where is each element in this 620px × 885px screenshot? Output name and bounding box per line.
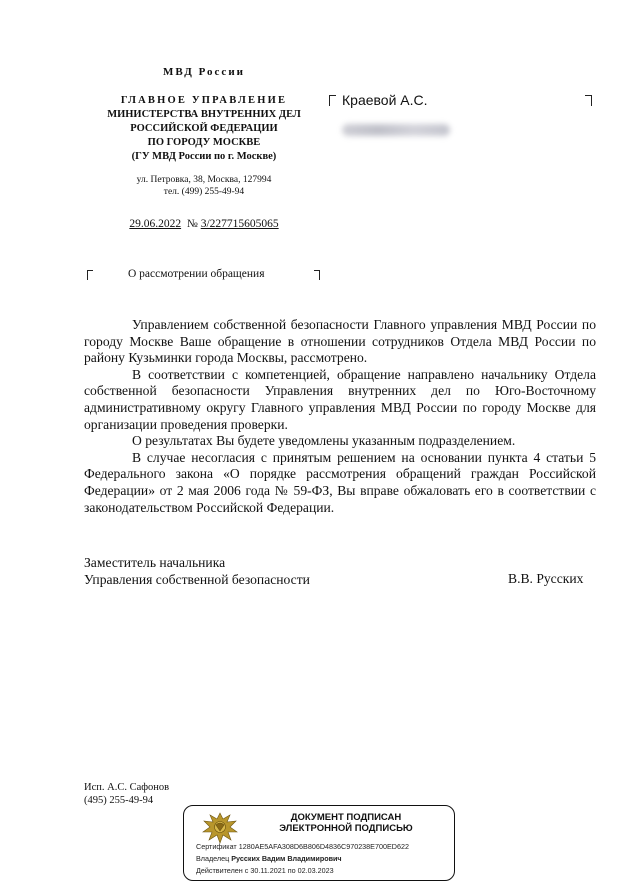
- body-paragraph-2: В соответствии с компетенцией, обращение направлено начальнику Отдела собственной безопасности Управления внутренних дел по Юго-Восточному административному округу Главного управления МВД России по городу Москве для организации проведения проверки.: [84, 366, 596, 432]
- validity-value: с 30.11.2021 по 02.03.2023: [244, 866, 334, 875]
- org-line-3: РОССИЙСКОЙ ФЕДЕРАЦИИ: [130, 123, 278, 134]
- stamp-certificate: [196, 842, 409, 851]
- org-phone: тел. (499) 255-49-94: [163, 187, 245, 197]
- body-paragraph-1: Управлением собственной безопасности Главного управления МВД России по городу Москве Ваше обращение в отношении сотрудников Отдела МВД России по району Кузьминки города Москвы, рассмотрено.: [84, 317, 596, 366]
- recipient-address-redacted: [342, 124, 450, 136]
- electronic-signature-stamp: [183, 805, 455, 881]
- org-line-5: (ГУ МВД России по г. Москве): [131, 151, 277, 162]
- executor-name: Исп. А.С. Сафонов: [84, 782, 170, 793]
- stamp-validity: [196, 866, 334, 875]
- org-line-4: ПО ГОРОДУ МОСКВЕ: [147, 137, 261, 148]
- certificate-label: Сертификат: [196, 842, 237, 851]
- signatory-position: [84, 555, 310, 588]
- mvd-emblem-icon: [200, 810, 240, 846]
- stamp-title: [256, 812, 436, 834]
- body-paragraph-4: В случае несогласия с принятым решением на основании пункта 4 статьи 5 Федерального закона «О порядке рассмотрения обращений граждан Российской Федерации» от 2 мая 2006 года № 59-ФЗ, Вы вправе обжаловать его в соответствии с законодательством Российской Федерации.: [84, 449, 596, 515]
- org-contacts: [100, 174, 308, 198]
- org-line-1: ГЛАВНОЕ УПРАВЛЕНИЕ: [120, 95, 288, 106]
- stamp-title-line-1: ДОКУМЕНТ ПОДПИСАН: [290, 812, 402, 823]
- org-address: ул. Петровка, 38, Москва, 127994: [136, 175, 272, 185]
- executor-info: [84, 781, 169, 807]
- org-line-2: МИНИСТЕРСТВА ВНУТРЕННИХ ДЕЛ: [107, 109, 301, 120]
- recipient-corner-left: [329, 95, 336, 106]
- stamp-title-line-2: ЭЛЕКТРОННОЙ ПОДПИСЬЮ: [279, 823, 413, 834]
- letter-body: [84, 317, 596, 516]
- validity-label: Действителен: [196, 866, 243, 875]
- document-date: 29.06.2022: [129, 218, 182, 230]
- recipient-name: Краевой А.С.: [342, 92, 428, 108]
- letter-subject: О рассмотрении обращения: [128, 268, 265, 280]
- owner-value: Русских Вадим Владимирович: [231, 854, 342, 863]
- certificate-value: 1280AE5AFA308D6B806D4836C970238E700ED622: [238, 842, 409, 851]
- signatory-position-line-1: Заместитель начальника: [84, 555, 226, 570]
- recipient-corner-right: [585, 95, 592, 106]
- stamp-owner: [196, 854, 342, 863]
- ministry-title: МВД России: [162, 66, 245, 78]
- owner-label: Владелец: [196, 854, 230, 863]
- body-paragraph-3: О результатах Вы будете уведомлены указанным подразделением.: [132, 433, 516, 449]
- document-number: 3/227715605065: [200, 218, 279, 230]
- number-sign: №: [186, 218, 198, 230]
- signatory-position-line-2: Управления собственной безопасности: [84, 571, 310, 587]
- organization-name: [100, 94, 308, 164]
- signatory-name: В.В. Русских: [508, 571, 584, 586]
- executor-phone: (495) 255-49-94: [84, 795, 154, 806]
- subject-corner-right: [314, 270, 320, 280]
- document-reference: [100, 218, 308, 230]
- subject-corner-left: [87, 270, 93, 280]
